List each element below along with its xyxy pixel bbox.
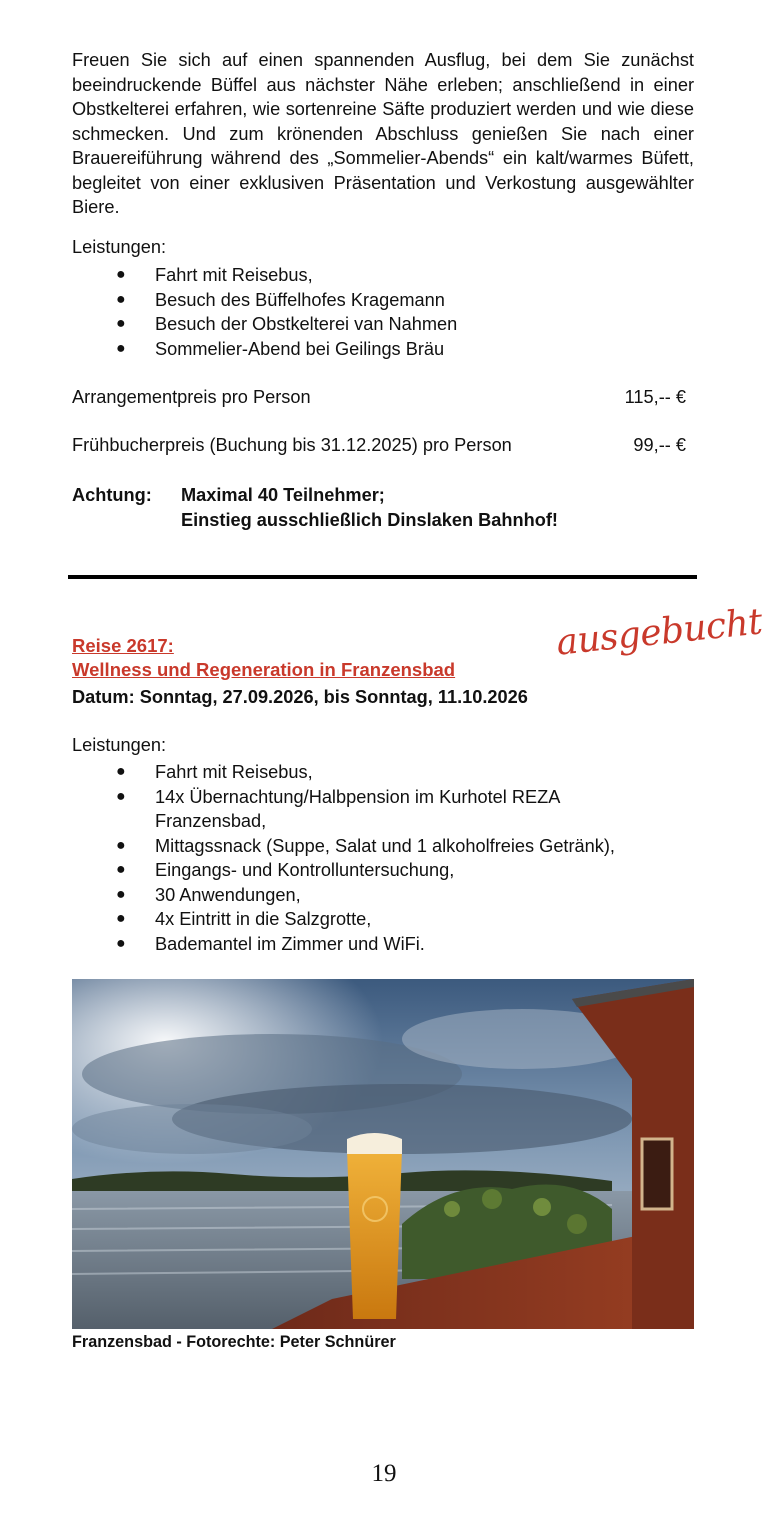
section-divider [68,575,697,579]
price-amount: 115,-- € [624,387,686,407]
trip2-name: Wellness und Regeneration in Franzensbad [72,659,456,680]
list-item-text: 30 Anwendungen, [155,884,301,905]
sold-out-stamp: ausgebucht [554,601,765,664]
list-item [72,883,712,908]
trip1-services-label: Leistungen: [72,237,167,257]
trip1-services-list [72,263,712,361]
list-item-text: Sommelier-Abend bei Geilings Bräu [155,338,445,359]
list-item [72,263,712,288]
bullet-icon: ● [116,934,126,952]
list-item-text: Eingangs- und Kontrolluntersuchung, [155,860,455,880]
trip2-services-list [72,760,712,956]
attention-line: Maximal 40 Teilnehmer; [181,485,385,505]
trip2-date: Datum: Sonntag, 27.09.2026, bis Sonntag, 11.10.2026 [72,687,528,707]
bullet-icon: ● [116,910,126,927]
bullet-icon: ● [116,290,126,308]
attention-line: Einstieg ausschließlich Dinslaken Bahnhof! [181,509,558,530]
bullet-icon: ● [116,787,126,805]
attention-label: Achtung: [72,485,152,505]
list-item-text: Besuch des Büffelhofes Kragemann [155,289,445,310]
attention-note [72,483,558,532]
intro-paragraph: Freuen Sie sich auf einen spannenden Ausflug, bei dem Sie zunächst beeindruckende Büffel aus nächster Nähe erleben; anschließend in einer Obstkelterei erfahren, wie sortenreine Säfte produziert werden und wie diese schmecken. Und zum krönenden Abschluss genießen Sie nach einer Brauereiführung während des „Sommelier-Abends“ ein kalt/warmes Büfett, begleitet von einer exklusiven Präsentation und Verkostung ausgewählter Biere. [72,50,694,217]
page-number: 19 [371,1460,397,1487]
list-item [72,834,712,859]
bullet-icon: ● [116,836,126,854]
beer-lake-illustration [72,979,694,1329]
list-item [72,932,712,957]
list-item [72,312,712,337]
price-label: Arrangementpreis pro Person [72,387,311,407]
list-item [72,785,712,834]
list-item [72,288,712,313]
list-item-text: Mittagssnack (Suppe, Salat und 1 alkoholfreies Getränk), [155,835,615,856]
list-item-text: Besuch der Obstkelterei van Nahmen [155,314,458,334]
bullet-icon: ● [116,885,126,903]
list-item-text: Bademantel im Zimmer und WiFi. [155,933,425,954]
list-item-text: Fahrt mit Reisebus, [155,762,313,782]
bullet-icon: ● [116,339,126,357]
bullet-icon: ● [116,763,126,780]
list-item-text: 14x Übernachtung/Halbpension im Kurhotel REZA Franzensbad, [155,786,560,831]
photo-caption: Franzensbad - Fotorechte: Peter Schnürer [72,1333,396,1351]
trip2-number: Reise 2617: [72,635,174,656]
price-amount: 99,-- € [633,435,686,455]
price-row-arrangement [72,387,686,408]
list-item-text: 4x Eintritt in die Salzgrotte, [155,909,372,929]
bullet-icon: ● [116,861,126,878]
trip2-services-label: Leistungen: [72,735,167,755]
list-item [72,760,712,785]
bullet-icon: ● [116,266,126,283]
trip2-title [72,634,455,682]
bullet-icon: ● [116,315,126,332]
franzensbad-photo [72,979,694,1329]
list-item [72,337,712,362]
list-item [72,907,712,932]
price-label: Frühbucherpreis (Buchung bis 31.12.2025) pro Person [72,435,512,455]
price-row-early-booking [72,435,686,456]
list-item [72,858,712,883]
list-item-text: Fahrt mit Reisebus, [155,265,313,285]
